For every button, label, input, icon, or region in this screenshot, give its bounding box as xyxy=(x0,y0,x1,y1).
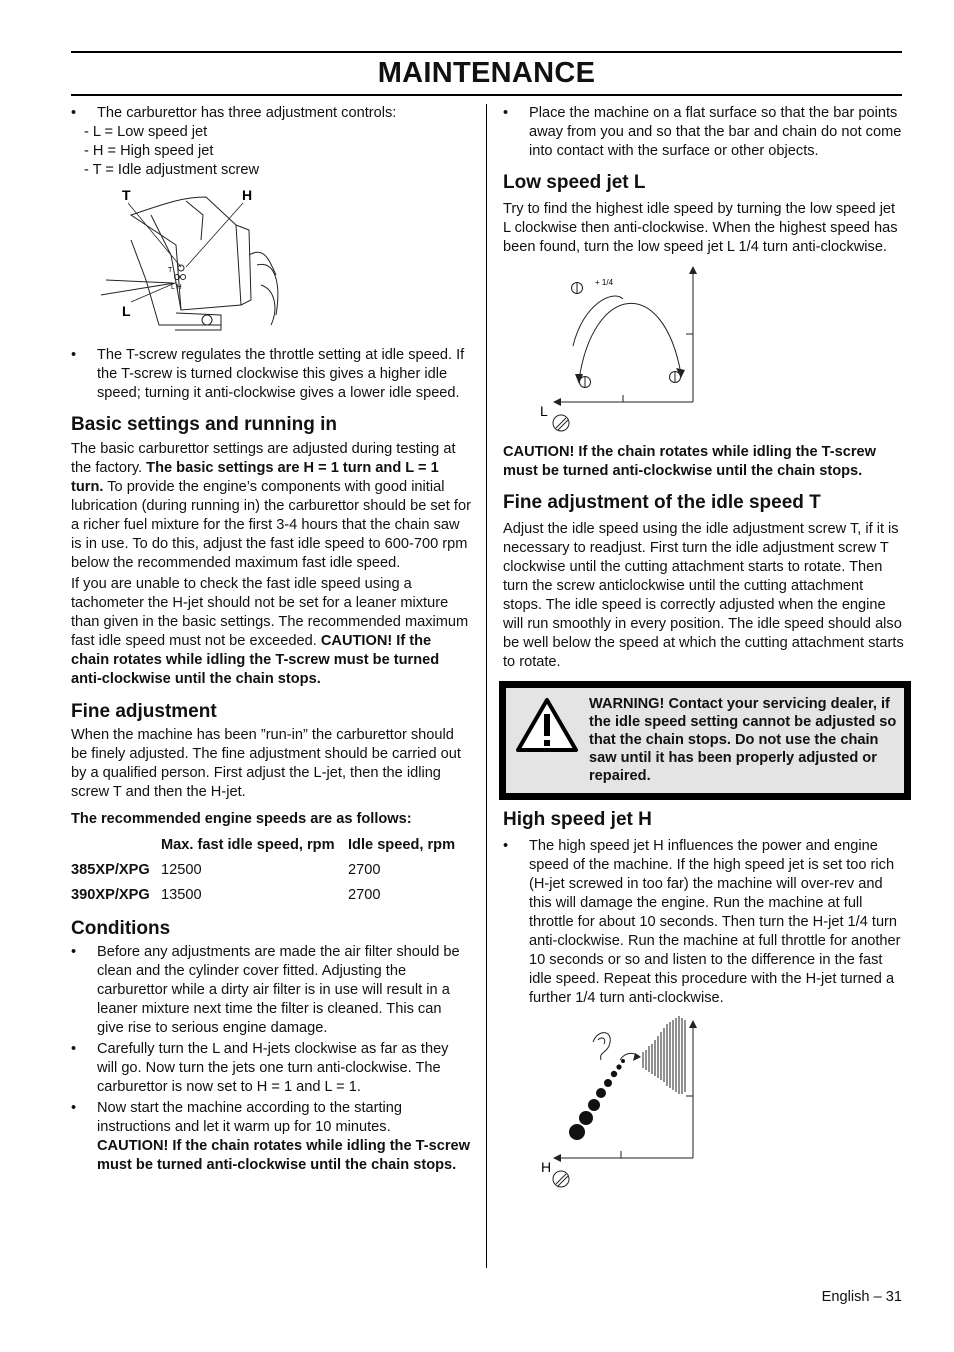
table-cell-idle: 2700 xyxy=(348,862,381,878)
warning-icon xyxy=(514,696,580,754)
table-cell-idle: 2700 xyxy=(348,887,381,903)
label-h: H xyxy=(242,187,253,203)
page-footer: English – 31 xyxy=(821,1289,902,1305)
warning-text: WARNING! Contact your servicing dealer, if the idle speed setting cannot be adjusted so that the chain stops. Do not use the chain saw until it has been properly adjusted or repaired. xyxy=(589,696,897,784)
column-divider xyxy=(486,104,487,1268)
basic-settings-heading: Basic settings and running in xyxy=(71,414,338,435)
header-rule-top xyxy=(71,51,902,53)
right-column xyxy=(503,104,905,1196)
table-cell-max: 13500 xyxy=(161,887,202,903)
label-quarter-turn: + 1/4 xyxy=(595,278,614,287)
left-column xyxy=(71,104,471,1175)
table-cell-model: 390XP/XPG xyxy=(71,887,150,903)
header-rule-bottom xyxy=(71,94,902,96)
conditions-bullet-jets: • Carefully turn the L and H-jets clockwise as far as they will go. Now turn the jets one turn anti-clockwise. The carburettor is now set to H = 1 and L = 1. xyxy=(71,1040,471,1097)
tachometer-paragraph: If you are unable to check the fast idle speed using a tachometer the H-jet should not be set for a leaner mixture than given in the basic settings. The recommended maximum fast idle speed must not be exceeded. CAUTION! If the chain rotates while idling the T-screw must be turned anti-clockwise until the chain stops. xyxy=(71,576,469,687)
page-title: MAINTENANCE xyxy=(377,57,596,89)
table-cell-model: 385XP/XPG xyxy=(71,862,150,878)
low-speed-paragraph: Try to find the highest idle speed by turning the low speed jet L clockwise then anti-clockwise. When the highest speed has been found, turn the low speed jet L 1/4 turn anti-clockwise. xyxy=(503,201,898,255)
label-l: L xyxy=(540,403,548,419)
high-speed-bullet: • The high speed jet H influences the power and engine speed of the machine. If the high speed jet is set too rich (H-jet screwed in too far) the machine will over-rev and this will damage the engine. Run the machine at full throttle for about 10 seconds. Then turn the H-jet 1/4 turn anti-clockwise. Run the machine at full throttle for another 10 seconds or so and listen to the difference in the fast idle speed. Repeat this procedure with the H-jet turned a further 1/4 turn anti-clockwise. xyxy=(503,837,905,1008)
table-row xyxy=(71,858,471,883)
low-speed-heading: Low speed jet L xyxy=(503,172,646,193)
place-machine-bullet: • Place the machine on a flat surface so that the bar points away from you and so that the bar and chain do not come into contact with the surface or other objects. xyxy=(503,104,905,161)
fine-adjustment-heading: Fine adjustment xyxy=(71,701,217,722)
table-header-max: Max. fast idle speed, rpm xyxy=(161,837,335,853)
conditions-bullet-warmup: • Now start the machine according to the starting instructions and let it warm up for 10 minutes. CAUTION! If the chain rotates while idling the T-screw must be turned anti-clockwise until the chain stops. xyxy=(71,1099,471,1175)
idle-speed-paragraph: Adjust the idle speed using the idle adjustment screw T, if it is necessary to readjust. First turn the idle adjustment screw T clockwise until the cutting attachment starts to rotate. Then turn the screw anticlockwise until the cutting attachment stops. The idle speed is correctly adjusted when the engine will run smoothly in every position. The idle speed should also be well below the speed at which the cutting attachment starts to rotate. xyxy=(503,521,904,670)
fine-adjustment-paragraph: When the machine has been ”run-in” the carburettor should be finely adjusted. The fine adjustment should be carried out by a qualified person. First adjust the L-jet, then the idling screw T and then the H-jet. xyxy=(71,727,461,800)
controls-bullet: • The carburettor has three adjustment controls: xyxy=(71,104,471,123)
control-item-t: - T = Idle adjustment screw xyxy=(84,162,260,178)
conditions-bullet-air-filter: • Before any adjustments are made the air filter should be clean and the cylinder cover fitted. Adjusting the carburettor while a dirty air filter is in use will result in a leaner mixture next time the filter is cleaned. This can give rise to serious engine damage. xyxy=(71,943,471,1038)
idle-speed-heading: Fine adjustment of the idle speed T xyxy=(503,492,821,513)
label-h: H xyxy=(541,1159,552,1175)
label-t: T xyxy=(122,187,131,203)
engine-speeds-table xyxy=(71,833,471,908)
caution-t-screw: CAUTION! If the chain rotates while idling the T-screw must be turned anti-clockwise until the chain stops. xyxy=(503,444,876,479)
control-item-l: - L = Low speed jet xyxy=(84,124,208,140)
label-l: L xyxy=(122,303,131,319)
tscrew-bullet: • The T-screw regulates the throttle setting at idle speed. If the T-screw is turned clockwise this gives a higher idle speed; turning it anti-clockwise gives a lower idle speed. xyxy=(71,346,471,403)
table-header-row xyxy=(71,833,471,858)
high-speed-jet-figure xyxy=(503,1016,905,1196)
table-header-idle: Idle speed, rpm xyxy=(348,837,456,853)
conditions-heading: Conditions xyxy=(71,918,171,939)
basic-settings-paragraph: The basic carburettor settings are adjusted during testing at the factory. The basic settings are H = 1 turn and L = 1 turn. To provide the engine’s components with good initial lubrication (during running in) the carburettor should be set for a richer fuel mixture for the first 3-4 hours that the chain saw is in use. To do this, adjust the fast idle speed to 600-700 rpm below the recommended maximum fast idle speed. xyxy=(71,441,471,571)
table-cell-max: 12500 xyxy=(161,862,202,878)
carburettor-controls-figure xyxy=(71,185,471,343)
high-speed-heading: High speed jet H xyxy=(503,809,652,830)
table-row xyxy=(71,883,471,908)
small-label-t: T xyxy=(168,267,173,274)
low-speed-jet-figure xyxy=(503,264,905,434)
table-header-model xyxy=(71,833,161,858)
control-item-h: - H = High speed jet xyxy=(84,143,214,159)
small-label-lh: L H xyxy=(171,284,182,291)
warning-box xyxy=(499,681,911,800)
speeds-intro: The recommended engine speeds are as follows: xyxy=(71,811,412,827)
